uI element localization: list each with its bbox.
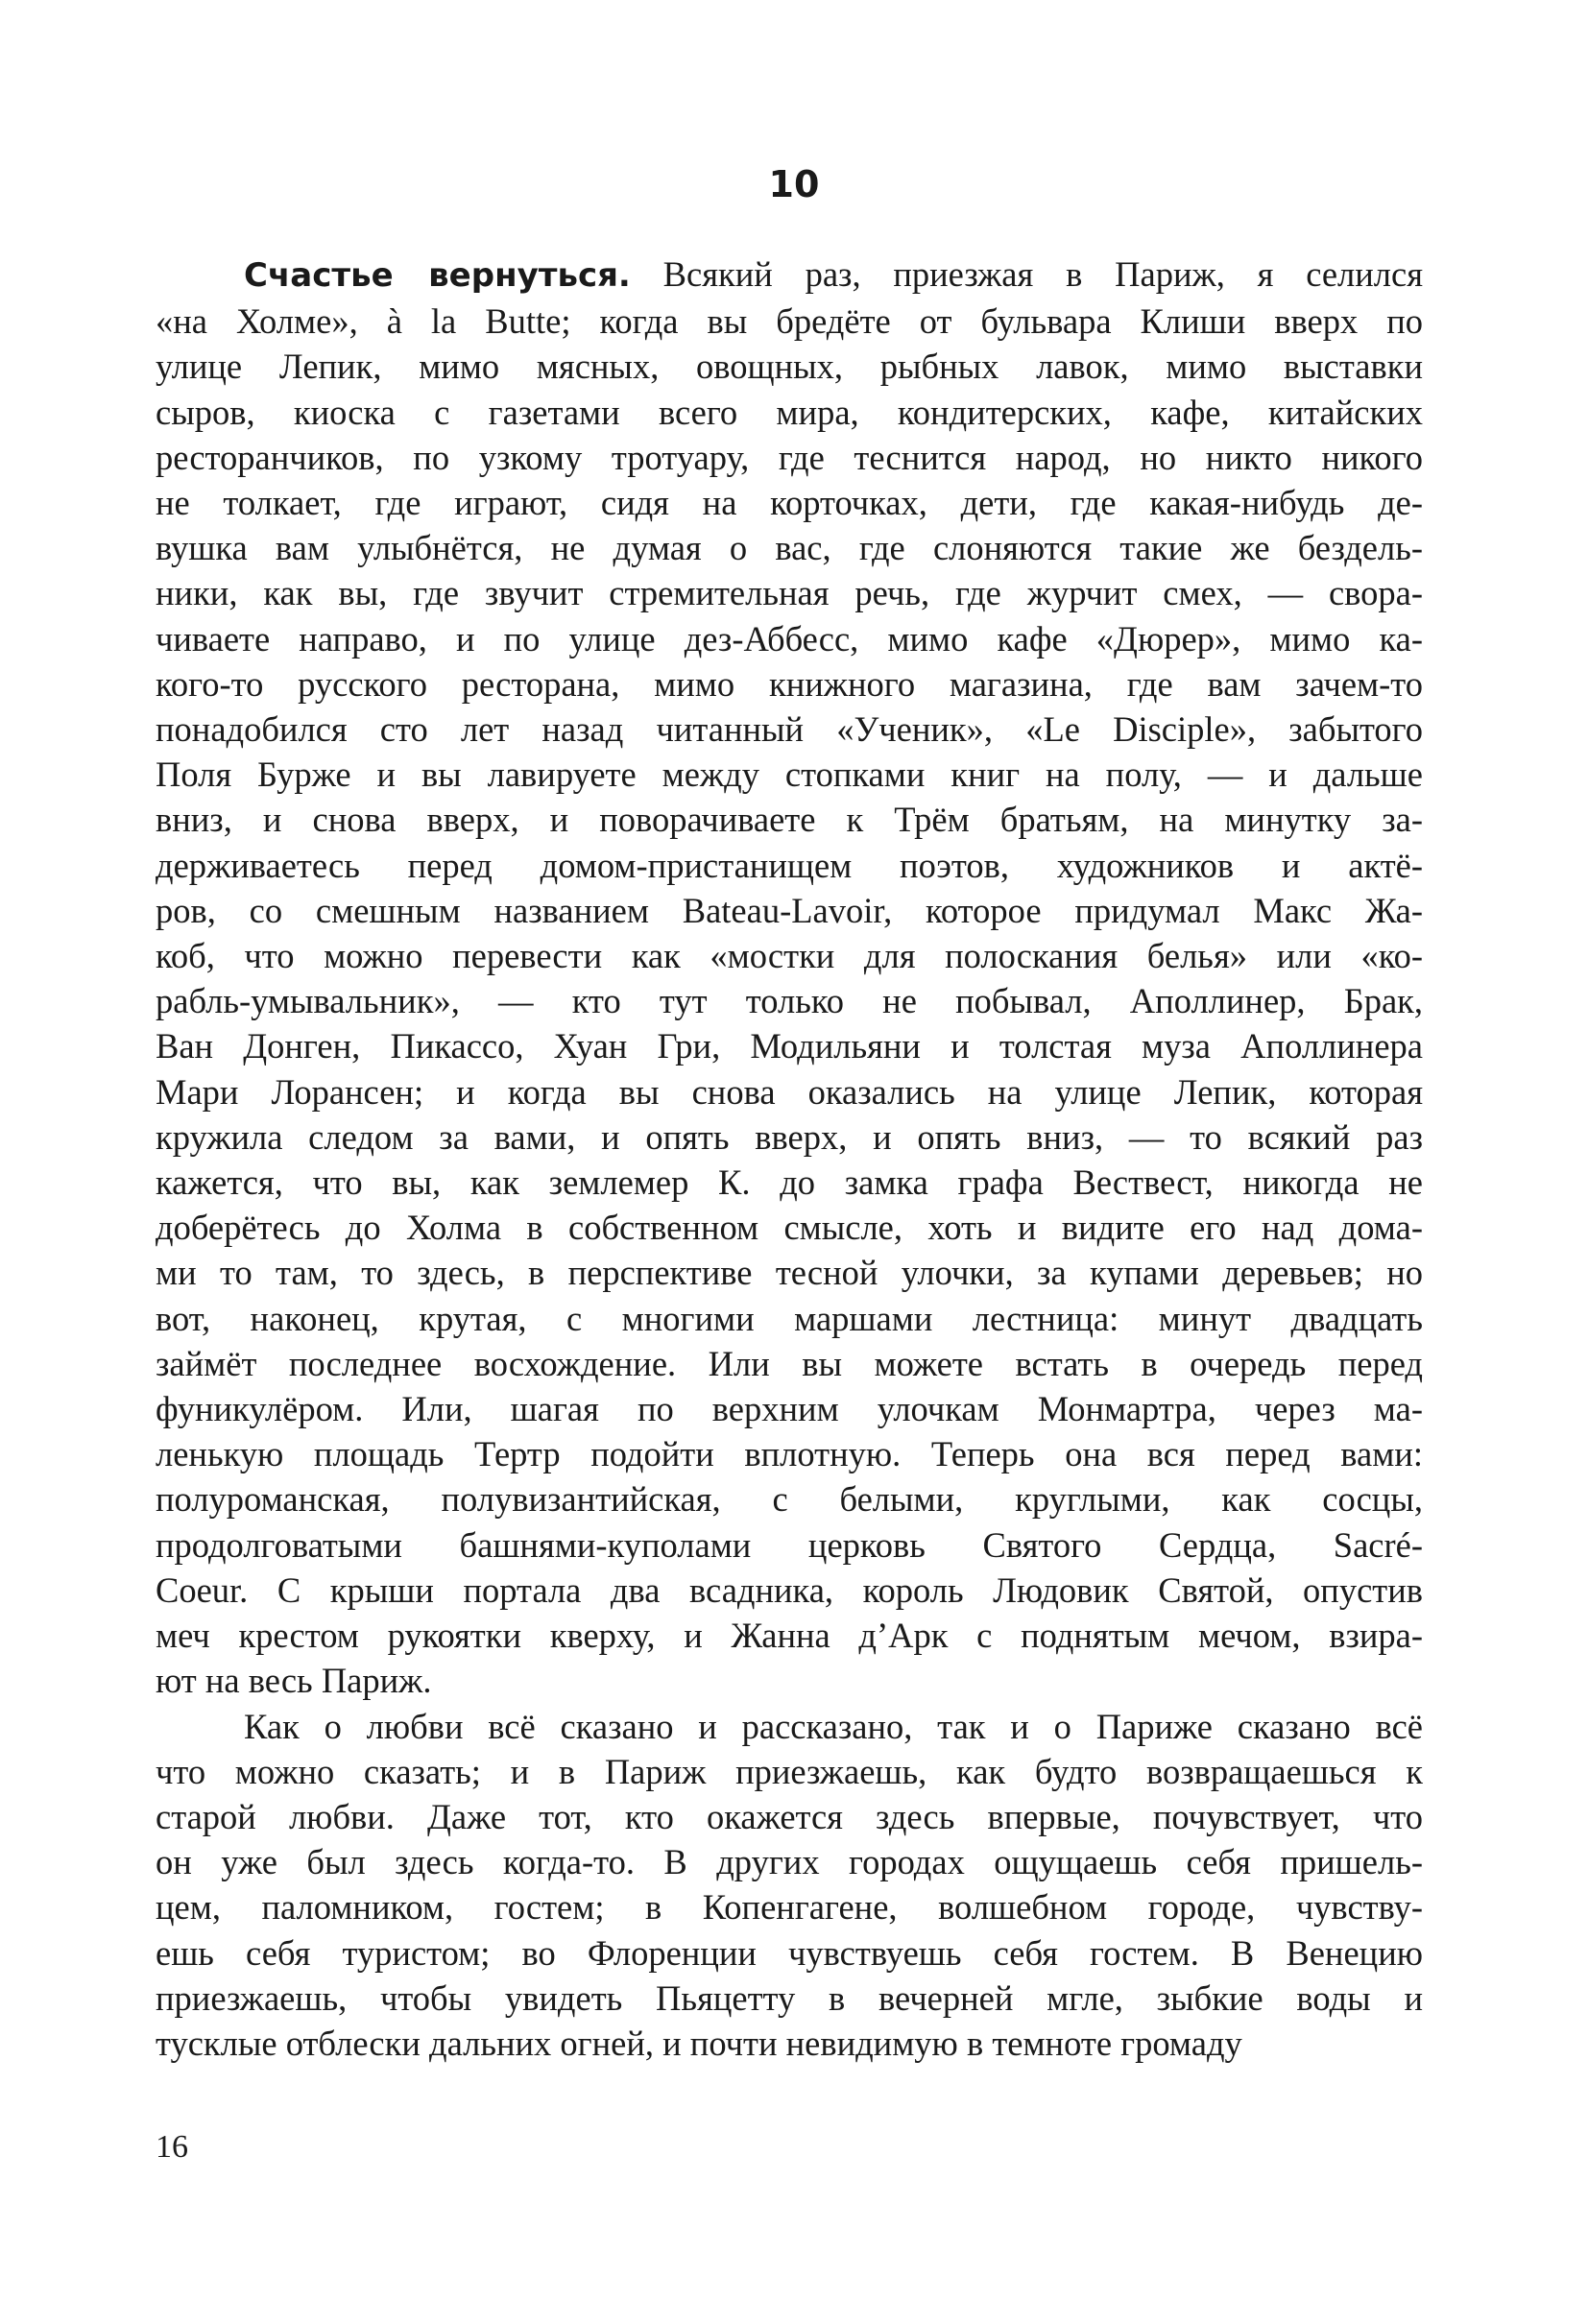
- text-line: чиваете направо, и по улице дез-Аббесс, мимо кафе «Дюрер», мимо ка-: [156, 618, 1423, 659]
- page-number: 16: [156, 2129, 188, 2165]
- text-line: вот, наконец, крутая, с многими маршами лестница: минут двадцать: [156, 1298, 1423, 1338]
- body-text: [156, 252, 1423, 2066]
- text-line: ешь себя туристом; во Флоренции чувствуешь себя гостем. В Венецию: [156, 1932, 1423, 1973]
- text-line: меч крестом рукоятки кверху, и Жанна д’Арк с поднятым мечом, взира-: [156, 1616, 1423, 1656]
- text-line: продолговатыми башнями-куполами церковь Святого Сердца, Sacré-: [156, 1524, 1423, 1565]
- text-line: доберётесь до Холма в собственном смысле, хоть и видите его над дома-: [156, 1208, 1423, 1248]
- text-line: рабль-умывальник», — кто тут только не побывал, Аполлинер, Брак,: [156, 981, 1423, 1021]
- text-line: «на Холме», à la Butte; когда вы бредёте от бульвара Клиши вверх по: [156, 301, 1423, 342]
- text-line: понадобился сто лет назад читанный «Ученик», «Le Disciple», забытого: [156, 709, 1423, 750]
- text-line: Мари Лорансен; и когда вы снова оказались на улице Лепик, которая: [156, 1071, 1423, 1112]
- text-line: Coeur. С крыши портала два всадника, король Людовик Святой, опустив: [156, 1569, 1423, 1610]
- text-line: полуроманская, полувизантийская, с белыми, круглыми, как сосцы,: [156, 1479, 1423, 1520]
- text-line: кажется, что вы, как землемер К. до замка графа Вествест, никогда не: [156, 1162, 1423, 1203]
- text-line: Ван Донген, Пикассо, Хуан Гри, Модильяни и толстая муза Аполлинера: [156, 1026, 1423, 1066]
- text-line: улице Лепик, мимо мясных, овощных, рыбных лавок, мимо выставки: [156, 347, 1423, 387]
- text-line: сыров, киоска с газетами всего мира, кондитерских, кафе, китайских: [156, 392, 1423, 432]
- text-line: ресторанчиков, по узкому тротуару, где теснится народ, но никто никого: [156, 437, 1423, 477]
- text-line: тусклые отблески дальних огней, и почти невидимую в темноте громаду: [156, 2023, 1242, 2063]
- text-line: старой любви. Даже тот, кто окажется здесь впервые, почувствует, что: [156, 1796, 1423, 1836]
- text-line: вушка вам улыбнётся, не думая о вас, где слоняются такие же бездель-: [156, 528, 1423, 568]
- text-line: Как о любви всё сказано и рассказано, так и о Париже сказано всё: [244, 1706, 1423, 1746]
- text-line: ров, со смешным названием Bateau-Lavoir, которое придумал Макс Жа-: [156, 890, 1423, 930]
- paragraph-1: [156, 252, 1423, 1704]
- text-line-rest: Всякий раз, приезжая в Париж, я селился: [630, 254, 1423, 294]
- text-line: кружила следом за вами, и опять вверх, и опять вниз, — то всякий раз: [156, 1116, 1423, 1157]
- text-line: займёт последнее восхождение. Или вы можете встать в очередь перед: [156, 1343, 1423, 1383]
- text-line: что можно сказать; и в Париж приезжаешь, как будто возвращаешься к: [156, 1751, 1423, 1791]
- chapter-number: 10: [768, 163, 820, 205]
- lead-in-phrase: Счастье вернуться.: [244, 256, 631, 295]
- text-line: кого-то русского ресторана, мимо книжного магазина, где вам зачем-то: [156, 663, 1423, 704]
- text-line: не толкает, где играют, сидя на корточках, дети, где какая-нибудь де-: [156, 483, 1423, 523]
- text-line: фуникулёром. Или, шагая по верхним улочкам Монмартра, через ма-: [156, 1389, 1423, 1429]
- text-line: он уже был здесь когда-то. В других городах ощущаешь себя пришель-: [156, 1842, 1423, 1882]
- text-line: Поля Бурже и вы лавируете между стопками книг на полу, — и дальше: [156, 755, 1423, 795]
- text-line: [156, 252, 1423, 299]
- text-line: держиваетесь перед домом-пристанищем поэтов, художников и актё-: [156, 845, 1423, 885]
- paragraph-2: [156, 1704, 1423, 2067]
- text-line: приезжаешь, чтобы увидеть Пьяцетту в вечерней мгле, зыбкие воды и: [156, 1977, 1423, 2018]
- text-line: ми то там, то здесь, в перспективе тесной улочки, за купами деревьев; но: [156, 1253, 1423, 1293]
- text-line: цем, паломником, гостем; в Копенгагене, волшебном городе, чувству-: [156, 1887, 1423, 1928]
- text-line: ники, как вы, где звучит стремительная речь, где журчит смех, — свора-: [156, 573, 1423, 613]
- text-line: ют на весь Париж.: [156, 1661, 432, 1701]
- text-line: ленькую площадь Тертр подойти вплотную. Теперь она вся перед вами:: [156, 1434, 1423, 1474]
- text-line: коб, что можно перевести как «мостки для полоскания белья» или «ко-: [156, 936, 1423, 976]
- text-line: вниз, и снова вверх, и поворачиваете к Трём братьям, на минутку за-: [156, 800, 1423, 840]
